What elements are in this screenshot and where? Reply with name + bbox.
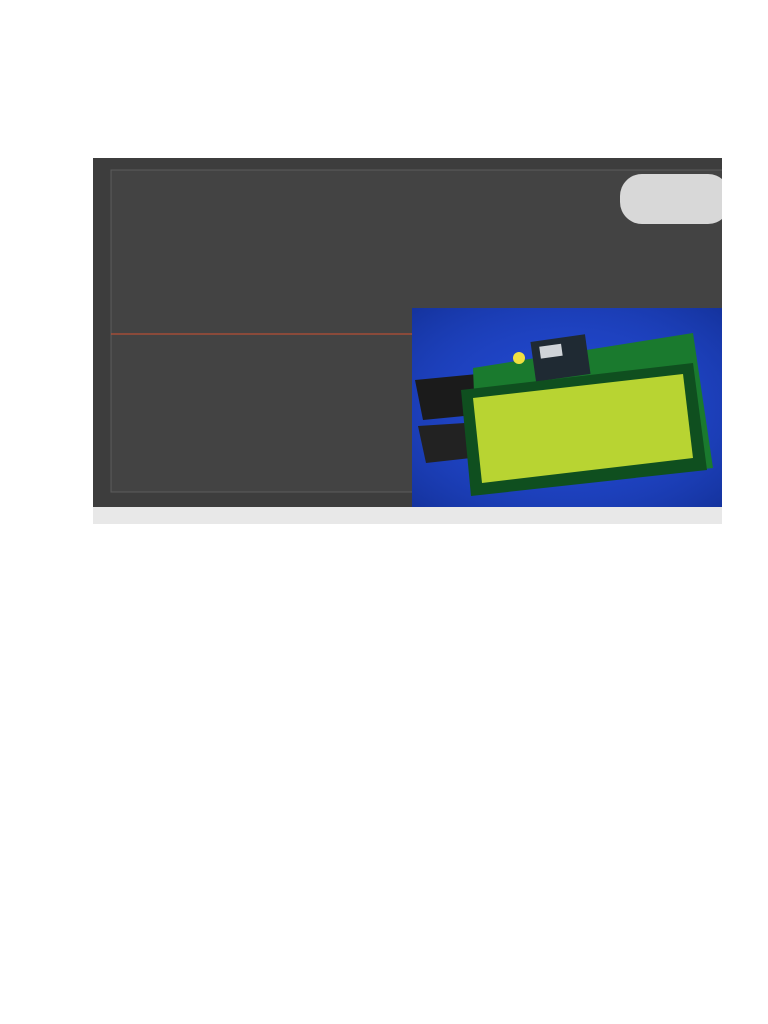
cable-connector-2 [418, 423, 471, 463]
device-photo [412, 308, 722, 507]
accelerometer-module [530, 334, 590, 381]
earthquake-graph-image [93, 158, 722, 507]
led-yellow [513, 352, 525, 364]
hero-image [93, 158, 722, 507]
figure-caption [93, 507, 722, 524]
legend-box [620, 174, 722, 224]
